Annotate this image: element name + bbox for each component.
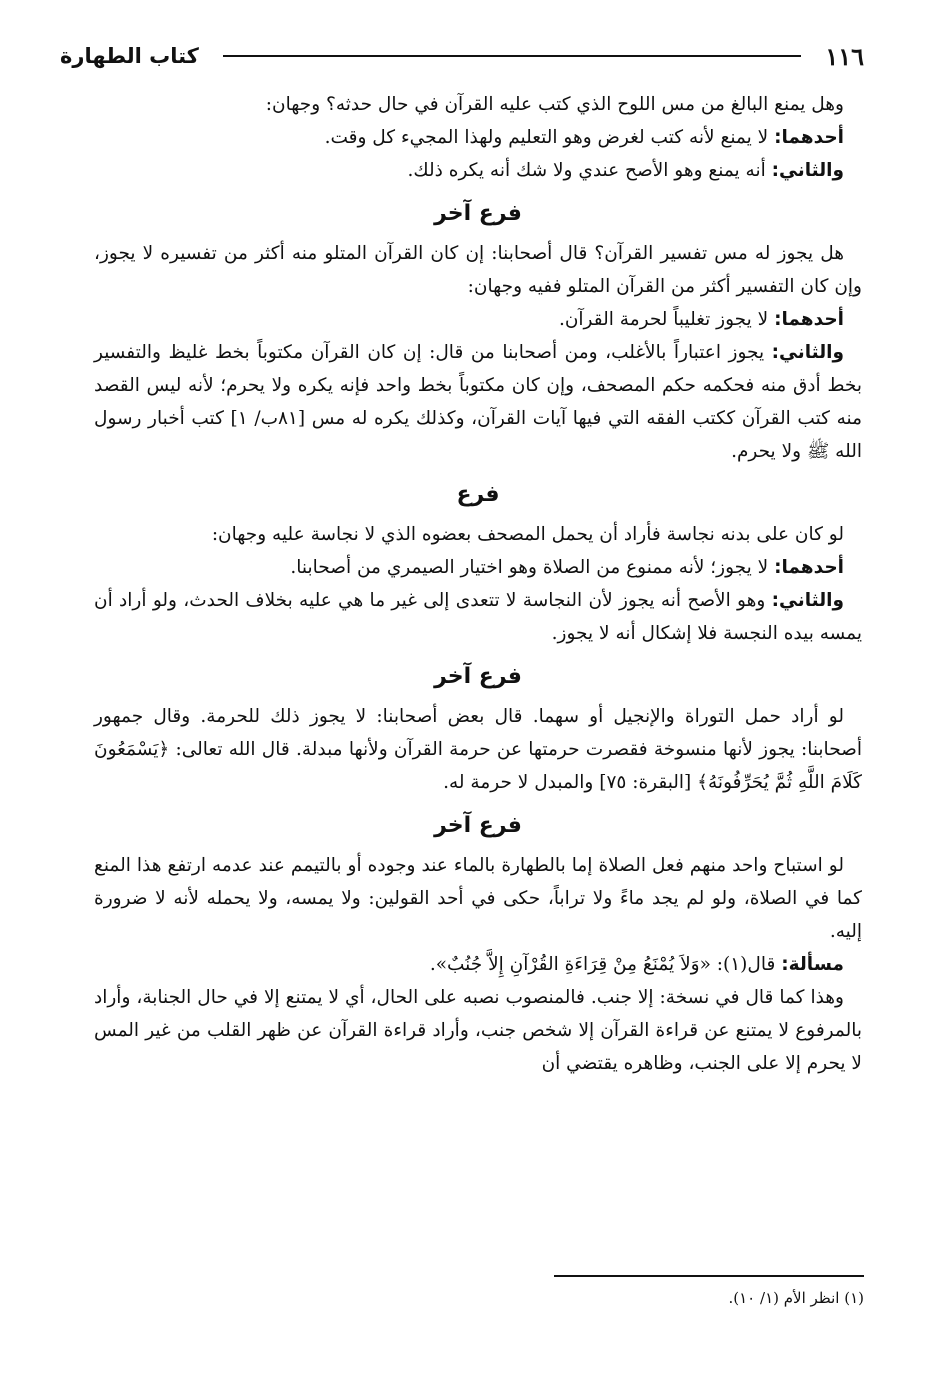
header-rule xyxy=(223,55,801,57)
section-4-paragraph: لو استباح واحد منهم فعل الصلاة إما بالطهارة بالماء عند وجوده أو بالتيمم عند عدمه ارتفع هذا المنع كما في الصلاة، ولو لم يجد ماءً ولا تراباً، حكى في أحد القولين: ولا يمسه، ولا يحمله لأنه لا ضرورة إليه. xyxy=(94,855,862,942)
intro-first-opinion xyxy=(94,121,862,154)
section-heading-3: فرع آخر xyxy=(434,664,522,689)
section-1-second-lead: والثاني: xyxy=(771,342,844,363)
section-heading-2: فرع xyxy=(456,482,500,507)
intro-second-lead: والثاني: xyxy=(771,160,844,181)
section-2-first-opinion xyxy=(94,551,862,584)
intro-second-opinion xyxy=(94,154,862,187)
section-2-first-text: لا يجوز؛ لأنه ممنوع من الصلاة وهو اختيار الصيمري من أصحابنا. xyxy=(290,557,775,578)
intro-first-lead: أحدهما: xyxy=(774,127,844,148)
masala-text: قال(١): «وَلاَ يُمْنَعُ مِنْ قِرَاءَةِ القُرْآنِ إِلاَّ جُنُبٌ». xyxy=(429,954,782,975)
intro-first-text: لا يمنع لأنه كتب لغرض وهو التعليم ولهذا المجيء كل وقت. xyxy=(324,127,775,148)
section-1-first-lead: أحدهما: xyxy=(774,309,844,330)
page-number: ١١٦ xyxy=(825,41,864,71)
section-1-second-opinion xyxy=(94,336,862,468)
section-3-paragraph: لو أراد حمل التوراة والإنجيل أو سهما. قال بعض أصحابنا: لا يجوز ذلك للحرمة. وقال جمهور أصحابنا: يجوز لأنها منسوخة فقصرت حرمتها عن حرمة القرآن ولأنها مبدلة. قال الله تعالى: ﴿يَسْمَعُونَ كَلَامَ اللَّهِ ثُمَّ يُحَرِّفُونَهُ﴾ [البقرة: ٧٥] والمبدل لا حرمة له. xyxy=(94,706,862,793)
intro-question: وهل يمنع البالغ من مس اللوح الذي كتب عليه القرآن في حال حدثه؟ وجهان: xyxy=(265,94,844,115)
page-body xyxy=(94,88,862,1080)
section-2-second-text: وهو الأصح أنه يجوز لأن النجاسة لا تتعدى إلى غير ما هي عليه بخلاف الحدث، ولو أراد أن يمسه بيده النجسة فلا إشكال أنه لا يجوز. xyxy=(94,590,862,644)
section-2-second-opinion xyxy=(94,584,862,650)
masala xyxy=(94,948,862,981)
section-heading-4: فرع آخر xyxy=(434,813,522,838)
masala-lead: مسألة: xyxy=(781,954,844,975)
footnote-rule xyxy=(554,1275,864,1277)
footnote: (١) انظر الأم (١/ ١٠). xyxy=(728,1289,864,1307)
section-2-second-lead: والثاني: xyxy=(771,590,844,611)
section-2-paragraph: لو كان على بدنه نجاسة فأراد أن يحمل المصحف بعضوه الذي لا نجاسة عليه وجهان: xyxy=(211,524,844,545)
section-1-second-text: يجوز اعتباراً بالأغلب، ومن أصحابنا من قال: إن كان القرآن مكتوباً بخط غليظ والتفسير بخط أدق منه فحكمه حكم المصحف، وإن كان مكتوباً بخط واحد فإنه يكره ولا يحرم؛ لأنه ليس القصد منه كتب القرآن ككتب الفقه التي فيها آيات القرآن، وكذلك يكره له مس [٨١ب/ ١] كتب أخبار رسول الله ﷺ ولا يحرم. xyxy=(94,342,863,462)
section-1-first-text: لا يجوز تغليباً لحرمة القرآن. xyxy=(558,309,775,330)
page-header xyxy=(60,36,864,76)
intro-second-text: أنه يمنع وهو الأصح عندي ولا شك أنه يكره ذلك. xyxy=(407,160,772,181)
section-heading-1: فرع آخر xyxy=(434,201,522,226)
section-4-paragraph-2: وهذا كما قال في نسخة: إلا جنب. فالمنصوب نصبه على الحال، أي لا يمتنع إلا في حال الجنابة، وأراد بالمرفوع لا يمتنع عن قراءة القرآن إلا شخص جنب، وأراد قراءة القرآن عن ظهر القلب من غير المس لا يحرم إلا على الجنب، وظاهره يقتضي أن xyxy=(94,987,862,1074)
book-title: كتاب الطهارة xyxy=(60,44,199,68)
section-1-first-opinion xyxy=(94,303,862,336)
section-2-first-lead: أحدهما: xyxy=(774,557,844,578)
section-1-paragraph: هل يجوز له مس تفسير القرآن؟ قال أصحابنا: إن كان القرآن المتلو منه أكثر من تفسيره لا يجوز، وإن كان التفسير أكثر من القرآن المتلو ففيه وجهان: xyxy=(94,243,862,297)
